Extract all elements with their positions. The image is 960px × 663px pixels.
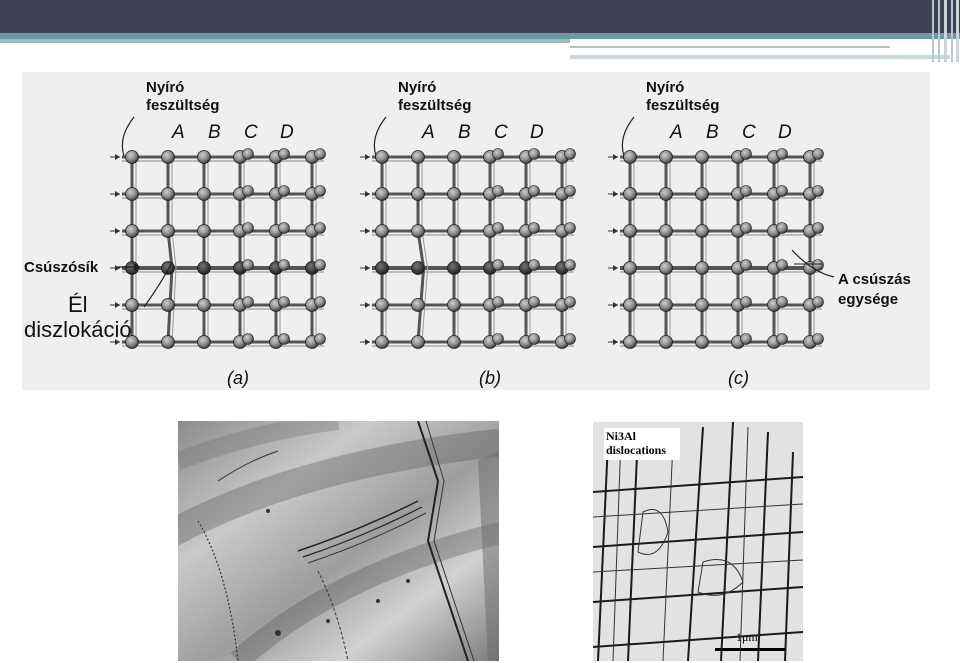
shear-stress-label: feszültség (398, 97, 472, 114)
micrograph-label (604, 428, 680, 460)
column-label-c: C (244, 122, 258, 143)
shear-arrow (374, 117, 386, 156)
shear-stress-label: Nyíró (146, 79, 185, 96)
lattice-panel-a (110, 79, 326, 388)
slip-plane-label: Csúszósík (24, 259, 99, 276)
panel-caption: (a) (227, 368, 249, 388)
scale-bar-label: 1μm (736, 630, 758, 644)
atom-lattice (110, 149, 326, 349)
shear-arrow (622, 117, 634, 156)
panel-caption: (b) (479, 368, 501, 388)
shear-stress-label: Nyíró (646, 79, 685, 96)
slide-header-line (570, 55, 950, 59)
lattice-panel-b (360, 79, 576, 388)
panel-caption: (c) (728, 368, 749, 388)
lattice-panel-c (608, 79, 824, 388)
column-label-b: B (458, 122, 471, 143)
micrograph-label-title: Ni3Al (606, 429, 636, 443)
atom-lattice (608, 149, 824, 349)
column-label-b: B (706, 122, 719, 143)
column-label-d: D (778, 122, 792, 143)
slide-header-line (570, 46, 890, 48)
scale-bar (715, 648, 785, 651)
slip-unit-label: egysége (838, 291, 899, 308)
slide-header-stripe-light (0, 39, 570, 43)
micrograph-label-subtitle: dislocations (606, 443, 667, 457)
column-label-a: A (172, 122, 185, 143)
column-label-a: A (670, 122, 683, 143)
column-label-c: C (494, 122, 508, 143)
slide-header-bar (0, 0, 960, 33)
lattice-diagram-svg (22, 72, 930, 390)
column-label-c: C (742, 122, 756, 143)
column-label-b: B (208, 122, 221, 143)
shear-stress-label: feszültség (146, 97, 220, 114)
shear-stress-label: feszültség (646, 97, 720, 114)
dislocation-diagram (22, 72, 930, 390)
column-label-d: D (530, 122, 544, 143)
slip-unit-label: A csúszás (838, 271, 911, 288)
shear-stress-label: Nyíró (398, 79, 437, 96)
tem-micrograph-left (178, 421, 499, 661)
atom-lattice (360, 149, 576, 349)
column-label-d: D (280, 122, 294, 143)
edge-dislocation-label: Él (68, 292, 88, 317)
slide-corner-decoration (930, 0, 960, 62)
edge-dislocation-label: diszlokáció (24, 317, 132, 342)
column-label-a: A (422, 122, 435, 143)
